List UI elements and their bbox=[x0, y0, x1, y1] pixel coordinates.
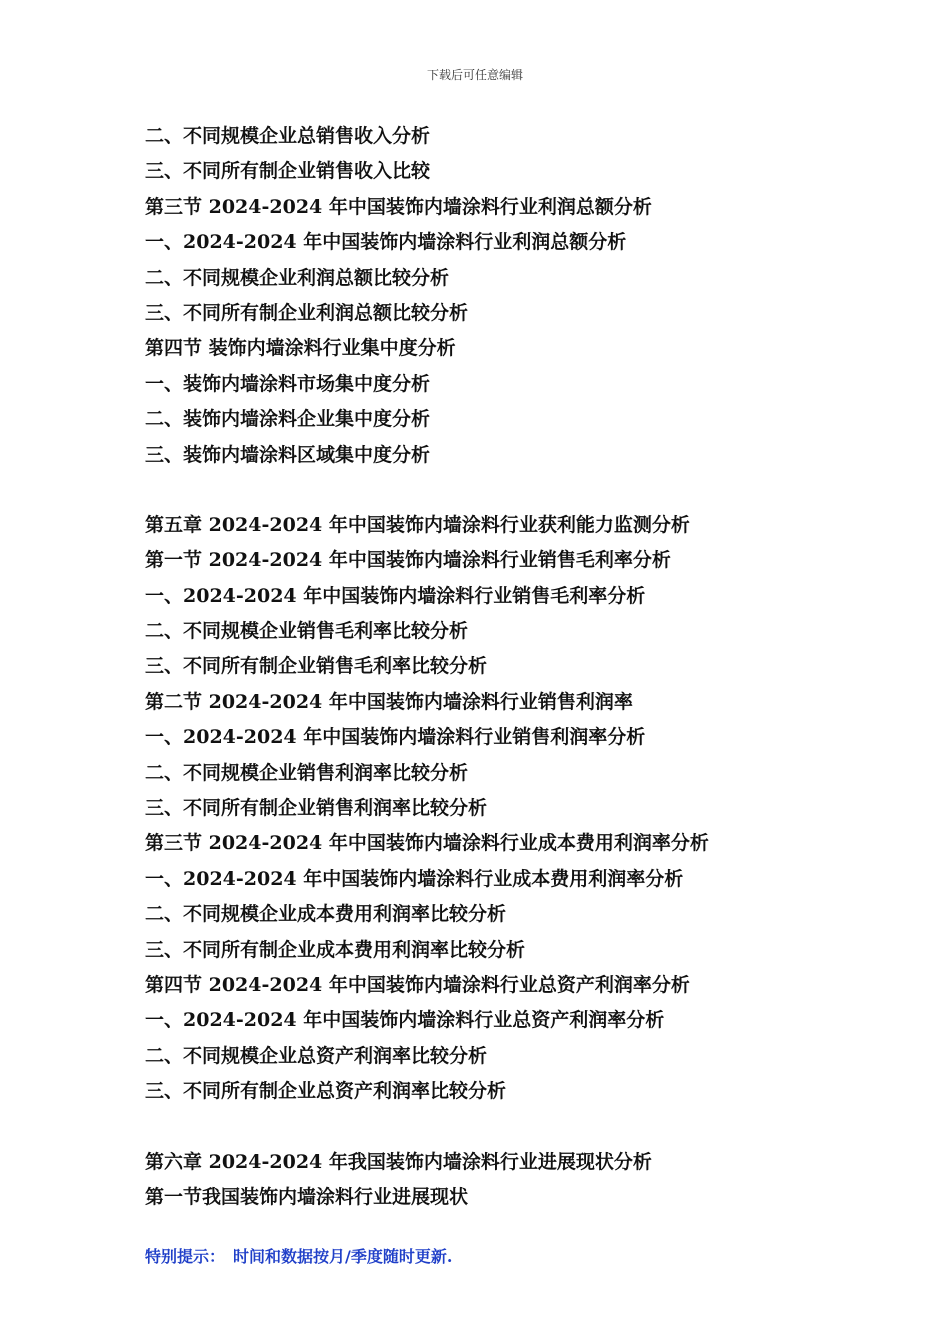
notice-text: 时间和数据按月/季度随时更新. bbox=[233, 1247, 453, 1266]
toc-line: 二、不同规模企业销售利润率比较分析 bbox=[145, 761, 469, 784]
page-header: 下载后可任意编辑 bbox=[426, 68, 523, 82]
toc-line: 三、不同所有制企业利润总额比较分析 bbox=[145, 301, 469, 324]
toc-section-heading: 第一节我国装饰内墙涂料行业进展现状 bbox=[145, 1185, 469, 1208]
toc-section-heading: 第一节 2024-2024 年中国装饰内墙涂料行业销售毛利率分析 bbox=[145, 549, 671, 572]
toc-line: 二、不同规模企业总销售收入分析 bbox=[145, 125, 431, 147]
toc-line: 二、不同规模企业总资产利润率比较分析 bbox=[145, 1044, 488, 1067]
toc-line: 二、不同规模企业成本费用利润率比较分析 bbox=[145, 903, 507, 926]
toc-line: 一、2024-2024 年中国装饰内墙涂料行业总资产利润率分析 bbox=[145, 1009, 665, 1032]
toc-section-heading: 第三节 2024-2024 年中国装饰内墙涂料行业利润总额分析 bbox=[145, 195, 652, 218]
toc-line: 二、装饰内墙涂料企业集中度分析 bbox=[145, 408, 431, 431]
toc-chapter-heading: 第五章 2024-2024 年中国装饰内墙涂料行业获利能力监测分析 bbox=[145, 513, 690, 536]
toc-line: 一、2024-2024 年中国装饰内墙涂料行业利润总额分析 bbox=[145, 231, 627, 254]
toc-line: 一、2024-2024 年中国装饰内墙涂料行业销售毛利率分析 bbox=[145, 584, 646, 607]
toc-chapter-heading: 第六章 2024-2024 年我国装饰内墙涂料行业进展现状分析 bbox=[145, 1150, 652, 1173]
toc-group-chapter-4 bbox=[145, 119, 905, 473]
table-of-contents bbox=[145, 119, 905, 1215]
toc-group-chapter-5 bbox=[145, 508, 905, 1110]
toc-line: 三、不同所有制企业销售利润率比较分析 bbox=[145, 797, 488, 820]
toc-section-heading: 第四节 2024-2024 年中国装饰内墙涂料行业总资产利润率分析 bbox=[145, 973, 690, 996]
toc-spacer bbox=[145, 1110, 905, 1145]
toc-spacer bbox=[145, 473, 905, 508]
toc-line: 三、不同所有制企业总资产利润率比较分析 bbox=[145, 1080, 507, 1103]
special-notice bbox=[145, 1244, 452, 1267]
toc-line: 一、装饰内墙涂料市场集中度分析 bbox=[145, 372, 431, 395]
notice-label: 特别提示： bbox=[145, 1247, 226, 1266]
toc-line: 三、不同所有制企业销售收入比较 bbox=[145, 160, 431, 183]
toc-group-chapter-6 bbox=[145, 1145, 905, 1216]
toc-section-heading: 第二节 2024-2024 年中国装饰内墙涂料行业销售利润率 bbox=[145, 690, 633, 713]
toc-section-heading: 第四节 装饰内墙涂料行业集中度分析 bbox=[145, 337, 456, 360]
toc-line: 二、不同规模企业销售毛利率比较分析 bbox=[145, 620, 469, 643]
toc-line: 一、2024-2024 年中国装饰内墙涂料行业成本费用利润率分析 bbox=[145, 867, 684, 890]
toc-line: 一、2024-2024 年中国装饰内墙涂料行业销售利润率分析 bbox=[145, 726, 646, 749]
toc-line: 二、不同规模企业利润总额比较分析 bbox=[145, 266, 450, 289]
toc-line: 三、不同所有制企业成本费用利润率比较分析 bbox=[145, 938, 526, 961]
toc-line: 三、装饰内墙涂料区域集中度分析 bbox=[145, 443, 431, 466]
toc-line: 三、不同所有制企业销售毛利率比较分析 bbox=[145, 655, 488, 678]
toc-section-heading: 第三节 2024-2024 年中国装饰内墙涂料行业成本费用利润率分析 bbox=[145, 832, 709, 855]
